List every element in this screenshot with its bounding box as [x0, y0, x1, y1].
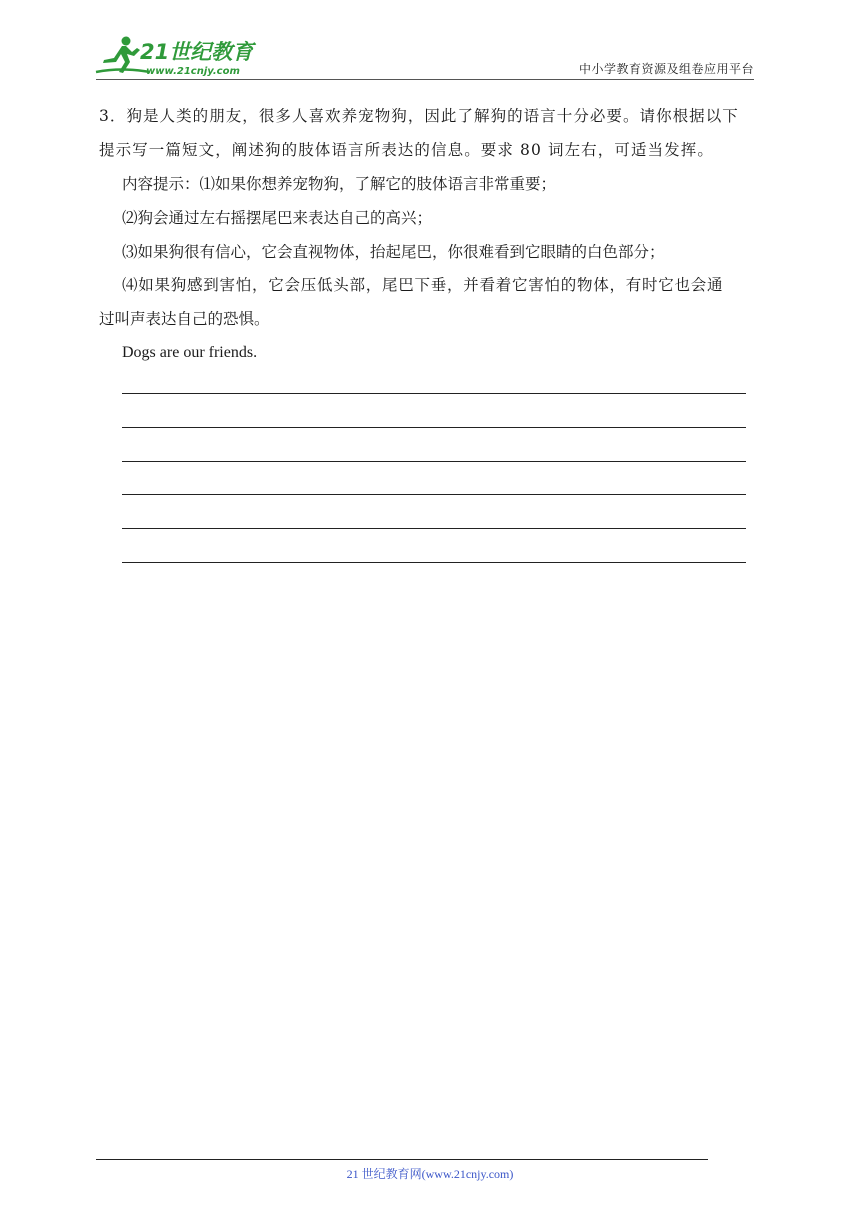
- footer-divider: [96, 1159, 708, 1160]
- answer-line[interactable]: [122, 461, 746, 462]
- content-hint-2: ⑵狗会通过左右摇摆尾巴来表达自己的高兴；: [122, 209, 433, 227]
- logo-title: 21世纪教育: [140, 40, 254, 64]
- question-prompt-line-1: 3．狗是人类的朋友，很多人喜欢养宠物狗，因此了解狗的语言十分必要。请你根据以下: [99, 107, 739, 125]
- question-prompt-line-2: 提示写一篇短文，阐述狗的肢体语言所表达的信息。要求 80 词左右，可适当发挥。: [99, 141, 714, 159]
- logo-url: www.21cnjy.com: [146, 66, 240, 77]
- content-hint-3: ⑶如果狗很有信心，它会直视物体，抬起尾巴，你很难看到它眼睛的白色部分；: [122, 243, 665, 261]
- answer-line[interactable]: [122, 528, 746, 529]
- footer-site-link[interactable]: 21 世纪教育网(www.21cnjy.com): [346, 1167, 514, 1181]
- answer-line[interactable]: [122, 494, 746, 495]
- content-hint-1: 内容提示：⑴如果你想养宠物狗，了解它的肢体语言非常重要；: [122, 175, 557, 193]
- content-hint-4-line-1: ⑷如果狗感到害怕，它会压低头部，尾巴下垂，并看着它害怕的物体，有时它也会通: [122, 276, 724, 294]
- runner-logo-icon: [92, 32, 262, 80]
- answer-line[interactable]: [122, 393, 746, 394]
- essay-opening-sentence: Dogs are our friends.: [122, 344, 258, 361]
- content-hint-4-line-2: 过叫声表达自己的恐惧。: [99, 310, 270, 328]
- header-platform-text: 中小学教育资源及组卷应用平台: [578, 62, 754, 76]
- header-divider: [96, 79, 754, 80]
- logo: [92, 32, 262, 80]
- answer-line[interactable]: [122, 562, 746, 563]
- answer-line[interactable]: [122, 427, 746, 428]
